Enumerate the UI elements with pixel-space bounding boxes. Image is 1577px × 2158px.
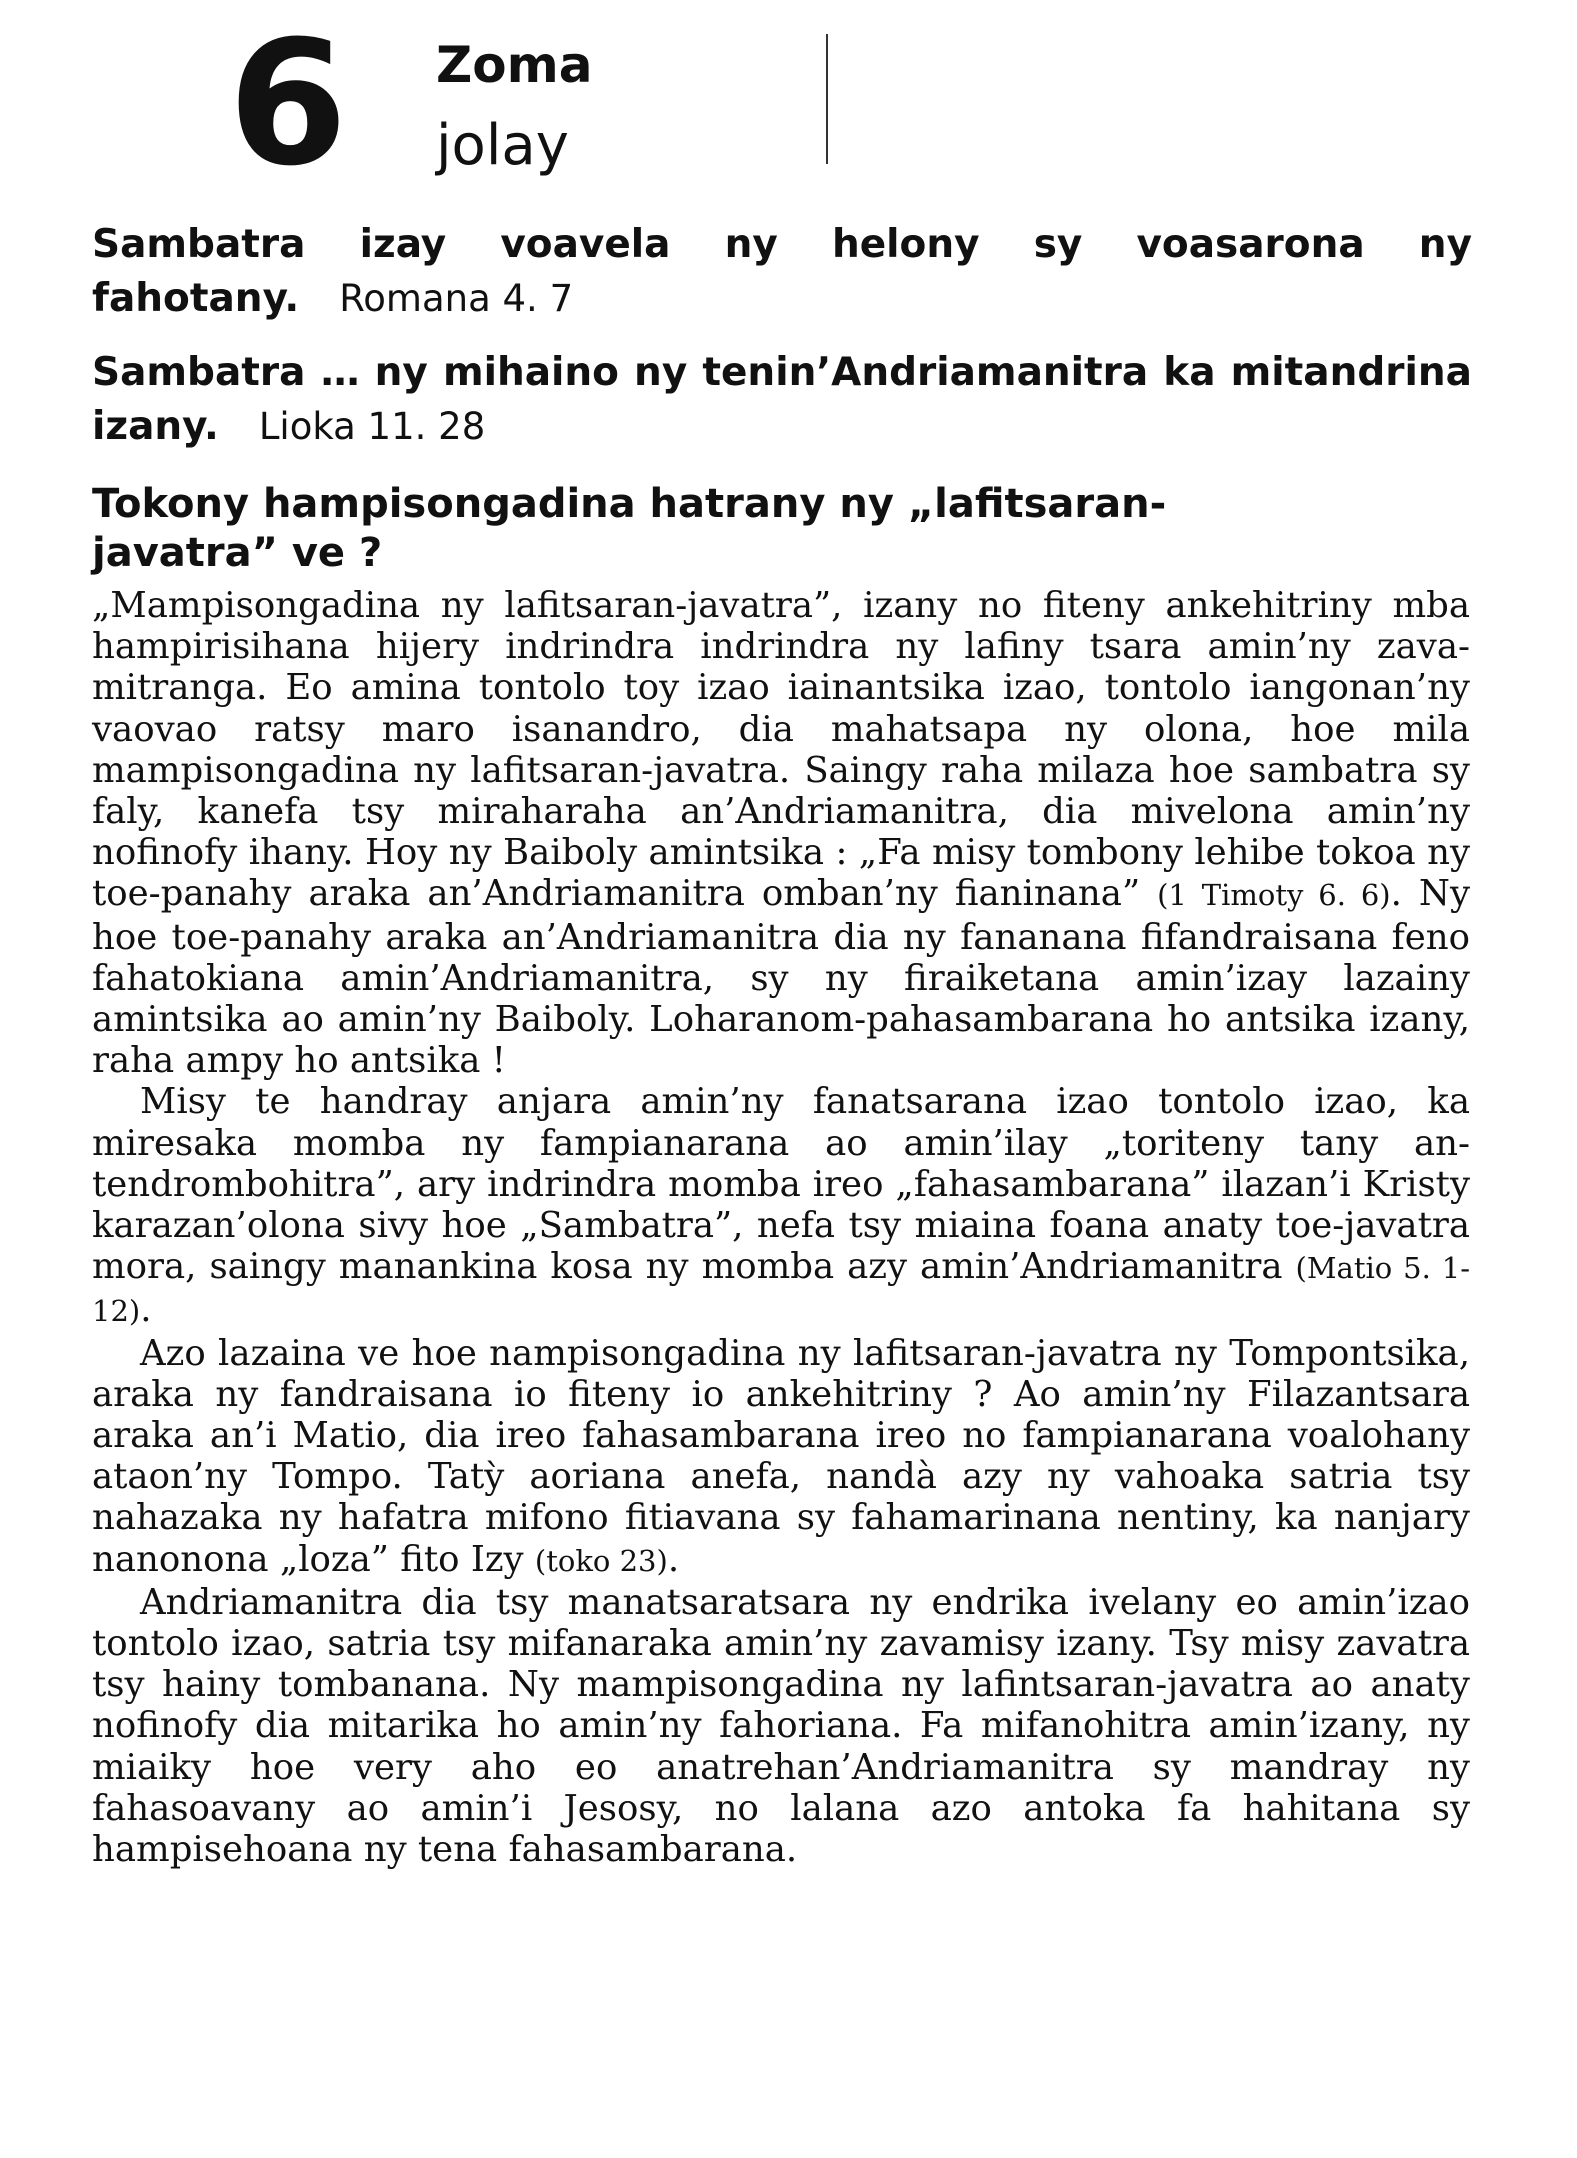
paragraph-2-after: . — [140, 1289, 152, 1331]
paragraph-1-ref: (1 Timoty 6. 6) — [1157, 878, 1391, 913]
verse-2-text: Sambatra … ny mihaino ny tenin’Andriamanitra ka mitandrina izany. — [92, 350, 1472, 449]
paragraph-3-text: Azo lazaina ve hoe nampisongadina ny lafitsaran-javatra ny Tompontsika, araka ny fandraisana io fiteny io ankehitriny ? Ao amin’ny Filazantsara araka an’i Matio, dia ireo fahasambarana ireo no fampianarana voalohany ataon’ny Tompo. Tatỳ aoriana anefa, nandà azy ny vahoaka satria tsy nahazaka ny hafatra mifono fitiavana sy fahamarinana nentiny, ka nanjary nanonona „loza” fito Izy — [92, 1332, 1470, 1580]
paragraph-4-text: Andriamanitra dia tsy manatsaratsara ny endrika ivelany eo amin’izao tontolo izao, satria tsy mifanaraka amin’ny zavamisy izany. Tsy misy zavatra tsy hainy tombanana. Ny mampisongadina ny lafintsaran-javatra ao anaty nofinofy dia mitarika ho amin’ny fahoriana. Fa mifanohitra amin’izany, ny miaiky hoe very aho eo anatrehan’Andriamanitra sy mandray ny fahasoavany ao amin’i Jesosy, no lalana azo antoka fa hahitana sy hampisehoana ny tena fahasambarana. — [92, 1581, 1470, 1871]
paragraph-2-text: Misy te handray anjara amin’ny fanatsarana izao tontolo izao, ka miresaka momba ny fampianarana ao amin’ilay „toriteny tany an-tendrombohitra”, ary indrindra momba ireo „fahasambarana” ilazan’i Kristy karazan’olona sivy hoe „Sambatra”, nefa tsy miaina foana anaty toe-javatra mora, saingy manankina kosa ny momba azy amin’Andriamanitra — [92, 1081, 1470, 1288]
paragraph-1-after: . Ny hoe toe-panahy araka an’Andriamanitra dia ny fananana fifandraisana feno fahatokiana amin’Andriamanitra, sy ny firaiketana amin’izay lazainy amintsika ao amin’ny Baiboly. Loharanom-pahasambarana ho antsika izany, raha ampy ho antsika ! — [92, 873, 1471, 1082]
paragraph-4 — [92, 1582, 1470, 1870]
verse-1-ref: Romana 4. 7 — [339, 277, 574, 320]
verse-2 — [92, 346, 1472, 454]
verse-1 — [92, 218, 1472, 326]
verse-2-ref: Lioka 11. 28 — [258, 405, 486, 448]
article-body — [92, 585, 1470, 1870]
paragraph-2-ref: (Matio 5. 1-12) — [92, 1251, 1470, 1329]
header-divider — [826, 34, 828, 164]
paragraph-3-ref: (toko 23) — [534, 1543, 668, 1578]
paragraph-3-after: . — [667, 1538, 680, 1580]
paragraph-3 — [92, 1333, 1470, 1582]
paragraph-2 — [92, 1081, 1470, 1332]
paragraph-1 — [92, 585, 1470, 1081]
paragraph-1-text: „Mampisongadina ny lafitsaran-javatra”, izany no fiteny ankehitriny mba hampirisihana hijery indrindra indrindra ny lafiny tsara amin’ny zava-mitranga. Eo amina tontolo toy izao iainantsika izao, tontolo iangonan’ny vaovao ratsy maro isanandro, dia mahatsapa ny olona, hoe mila mampisongadina ny lafitsaran-javatra. Saingy raha milaza hoe sambatra sy faly, kanefa tsy miraharaha an’Andriamanitra, dia mivelona amin’ny nofinofy ihany. Hoy ny Baiboly amintsika : „Fa misy tombony lehibe tokoa ny toe-panahy araka an’Andriamanitra omban’ny fianinana” — [92, 585, 1470, 915]
verses-block — [92, 218, 1472, 474]
article-title: Tokony hampisongadina hatrany ny „lafitsaran-javatra” ve ? — [92, 481, 1167, 576]
verse-1-text: Sambatra izay voavela ny helony sy voasarona ny fahotany. — [92, 222, 1472, 321]
day-name: Zoma — [436, 36, 593, 94]
month-name: jolay — [436, 113, 569, 178]
day-number: 6 — [228, 3, 344, 204]
